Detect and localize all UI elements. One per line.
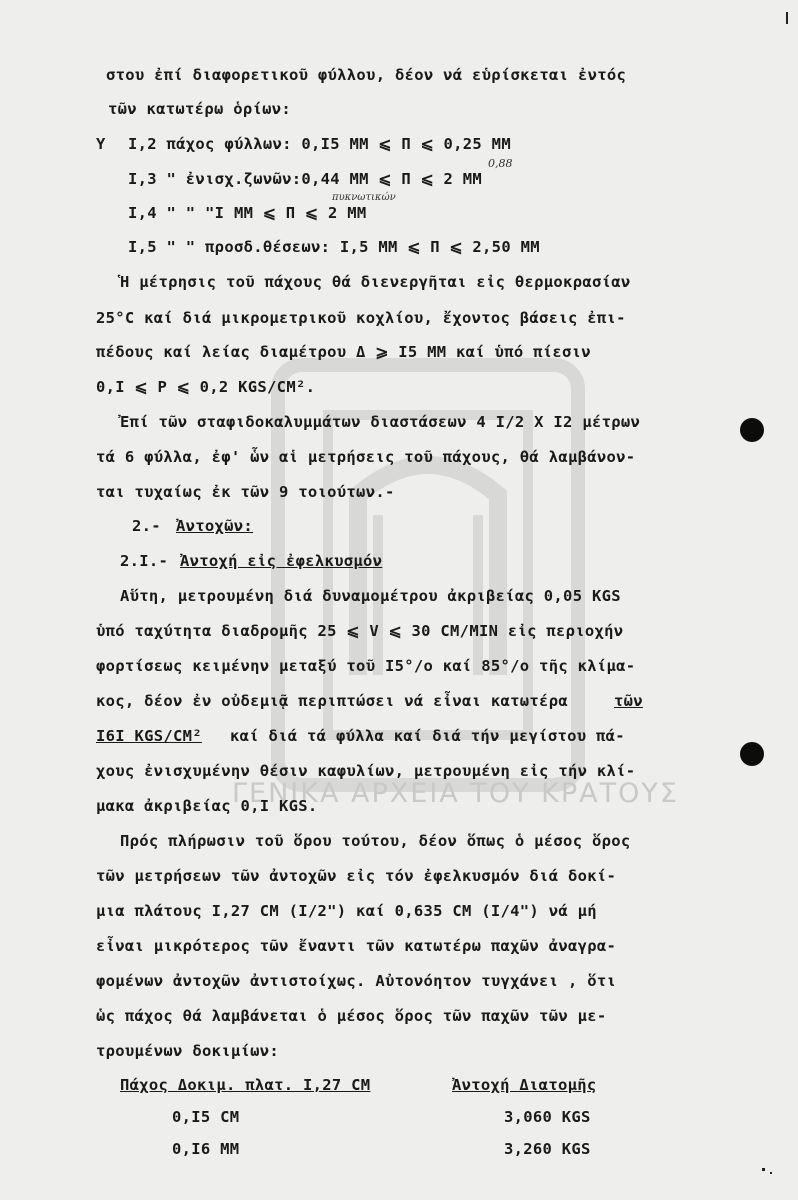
table-header-strength: Ἀντοχή Διατομῆς <box>452 1076 597 1094</box>
text-line: 25°C καί διά μικρομετρικοῦ κοχλίου, ἔχοντος βάσεις ἐπι- <box>96 309 626 327</box>
text-line: πέδους καί λείας διαμέτρου Δ ⩾ I5 MM καί ὑπό πίεσιν <box>96 343 591 361</box>
punch-hole <box>740 742 764 766</box>
text-line: ὑπό ταχύτητα διαδρομῆς 25 ⩽ V ⩽ 30 CM/MIN εἰς περιοχήν <box>96 622 624 640</box>
text-line: Ἐπί τῶν σταφιδοκαλυμμάτων διαστάσεων 4 I/2 X I2 μέτρων <box>120 413 641 431</box>
punch-hole <box>740 418 764 442</box>
text-line: κος, δέον ἐν οὐδεμιᾷ περιπτώσει νά εἶναι κατωτέρα <box>96 692 568 710</box>
text-line: φομένων ἀντοχῶν ἀντιστοίχως. Αὐτονόητον τυγχάνει , ὅτι <box>96 972 617 990</box>
spec-line: I,2 πάχος φύλλων: 0,I5 MM ⩽ Π ⩽ 0,25 MM <box>128 135 511 153</box>
archive-stamp-text: ΓΕΝΙΚΑ ΑΡΧΕΙΑ ΤΟΥ ΚΡΑΤΟΥΣ <box>232 778 679 809</box>
text-line: φορτίσεως κειμένην μεταξύ τοῦ I5°/o καί 85°/o τῆς κλίμα- <box>96 657 636 675</box>
text-line: ὡς πάχος θά λαμβάνεται ὁ μέσος ὅρος τῶν παχῶν τῶν με- <box>96 1007 607 1025</box>
text-line: 0,I ⩽ P ⩽ 0,2 KGS/CM². <box>96 378 316 396</box>
underlined-text: τῶν <box>614 692 643 710</box>
text-line: καί διά τά φύλλα καί διά τήν μεγίστου πά- <box>230 727 625 745</box>
scan-mark <box>770 1172 772 1174</box>
table-cell: 3,060 KGS <box>504 1108 591 1126</box>
text-line: τῶν κατωτέρω ὁρίων: <box>108 100 292 118</box>
text-line: Αὕτη, μετρουμένη διά δυναμομέτρου ἀκριβείας 0,05 KGS <box>120 587 621 605</box>
text-line: χους ἐνισχυμένην θέσιν καφυλίων, μετρουμένη εἰς τήν κλί- <box>96 762 636 780</box>
subsection-number: 2.I.- <box>120 552 169 570</box>
handwritten-note: πυκνωτικών <box>332 192 396 203</box>
table-cell: 0,I6 MM <box>172 1140 240 1158</box>
scan-mark <box>786 12 788 24</box>
section-heading: Ἀντοχῶν: <box>176 517 254 535</box>
underlined-text: I6I KGS/CM² <box>96 727 202 745</box>
text-line: μακα ἀκριβείας 0,I KGS. <box>96 797 318 815</box>
table-cell: 3,260 KGS <box>504 1140 591 1158</box>
text-line: εἶναι μικρότερος τῶν ἔναντι τῶν κατωτέρω παχῶν ἀναγρα- <box>96 937 617 955</box>
text-line: ται τυχαίως ἐκ τῶν 9 τοιούτων.- <box>96 483 395 501</box>
text-line: Ἡ μέτρησις τοῦ πάχους θά διενεργῆται εἰς θερμοκρασίαν <box>120 273 631 291</box>
spec-line: I,4 " " "I MM ⩽ Π ⩽ 2 MM <box>128 204 367 222</box>
subsection-heading: Ἀντοχή εἰς ἐφελκυσμόν <box>180 552 383 570</box>
spec-line: I,5 " " προσδ.θέσεων: I,5 MM ⩽ Π ⩽ 2,50 MM <box>128 238 540 256</box>
text-line: μια πλάτους I,27 CM (I/2") καί 0,635 CM (I/4") νά μή <box>96 902 597 920</box>
scan-mark <box>762 1168 765 1171</box>
section-number: 2.- <box>132 517 161 535</box>
table-cell: 0,I5 CM <box>172 1108 240 1126</box>
text-line: τῶν μετρήσεων τῶν ἀντοχῶν εἰς τόν ἐφελκυσμόν διά δοκί- <box>96 867 617 885</box>
margin-mark: Y <box>96 135 106 153</box>
spec-line: I,3 " ἐνισχ.ζωνῶν:0,44 MM ⩽ Π ⩽ 2 MM <box>128 170 483 188</box>
text-line: στου ἐπί διαφορετικοῦ φύλλου, δέον νά εὑρίσκεται ἐντός <box>106 66 627 84</box>
table-header-thickness: Πάχος Δοκιμ. πλατ. I,27 CM <box>120 1076 371 1094</box>
handwritten-note: 0,88 <box>488 157 513 170</box>
text-line: τρουμένων δοκιμίων: <box>96 1042 280 1060</box>
text-line: Πρός πλήρωσιν τοῦ ὅρου τούτου, δέον ὅπως ὁ μέσος ὅρος <box>120 832 631 850</box>
text-line: τά 6 φύλλα, ἐφ' ὧν αἱ μετρήσεις τοῦ πάχους, θά λαμβάνον- <box>96 448 636 466</box>
